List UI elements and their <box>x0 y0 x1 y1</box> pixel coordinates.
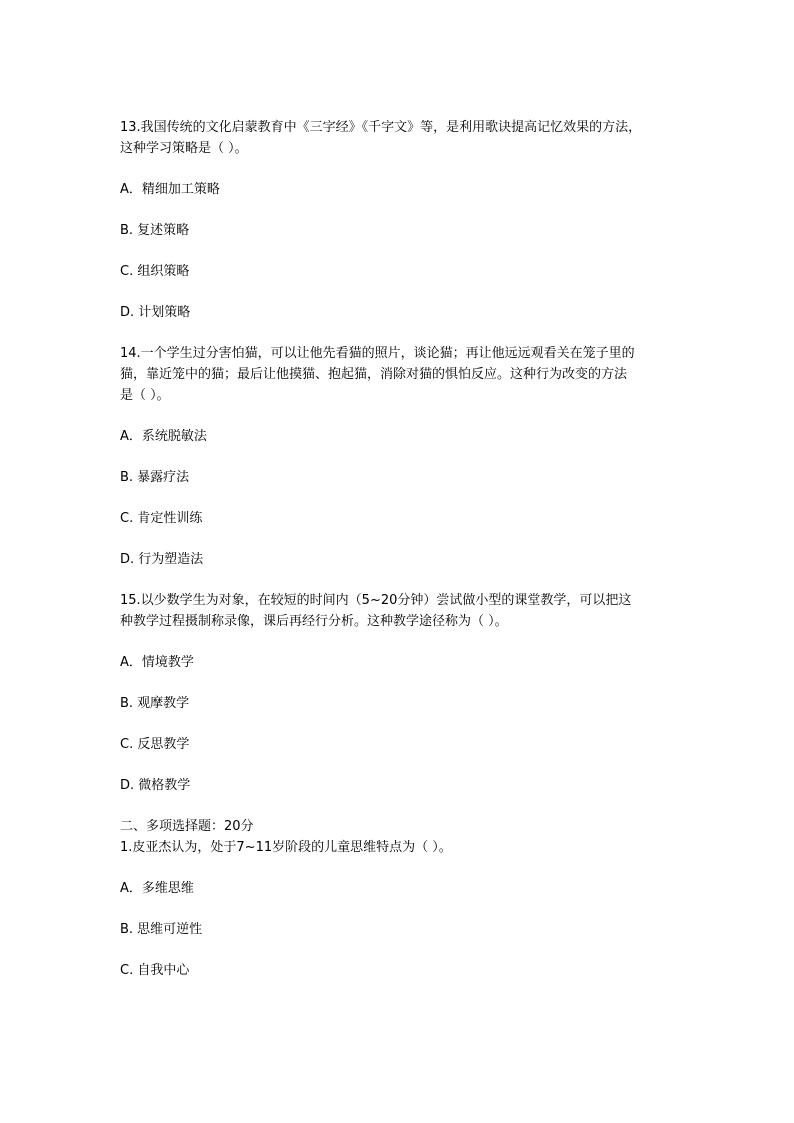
option-d: D. 计划策略 <box>120 305 191 320</box>
section-title: 二、多项选择题：20分 <box>120 819 254 834</box>
question-stem: 1.皮亚杰认为，处于7~11岁阶段的儿童思维特点为（ ）。 <box>120 840 452 855</box>
option-c: C. 肯定性训练 <box>120 511 203 526</box>
question-13 <box>120 117 680 323</box>
option-b: B. 观摩教学 <box>120 696 190 711</box>
question-stem <box>120 117 680 159</box>
stem-line: 是（ ）。 <box>120 388 170 403</box>
question-stem <box>120 343 680 406</box>
option-b: B. 思维可逆性 <box>120 922 203 937</box>
option-c: C. 反思教学 <box>120 737 190 752</box>
stem-line: 14.一个学生过分害怕猫，可以让他先看猫的照片，谈论猫；再让他远远观看关在笼子里的 <box>120 346 635 361</box>
question-stem <box>120 590 680 632</box>
question-14 <box>120 343 680 570</box>
stem-line: 猫，靠近笼中的猫；最后让他摸猫、抱起猫，消除对猫的惧怕反应。这种行为改变的方法 <box>120 367 628 382</box>
option-a: A．多维思维 <box>120 881 194 896</box>
option-d: D. 微格教学 <box>120 778 191 793</box>
option-b: B. 复述策略 <box>120 223 190 238</box>
multi-question-1 <box>120 837 680 981</box>
option-a: A．情境教学 <box>120 655 194 670</box>
question-15 <box>120 590 680 796</box>
option-b: B. 暴露疗法 <box>120 470 190 485</box>
option-c: C. 自我中心 <box>120 963 190 978</box>
document-page <box>120 117 680 1001</box>
stem-line: 种教学过程摄制称录像，课后再经行分析。这种教学途径称为（ ）。 <box>120 614 508 629</box>
stem-line: 这种学习策略是（ ）。 <box>120 141 248 156</box>
option-a: A．系统脱敏法 <box>120 429 207 444</box>
option-d: D. 行为塑造法 <box>120 552 204 567</box>
stem-line: 15.以少数学生为对象，在较短的时间内（5~20分钟）尝试做小型的课堂教学，可以把这 <box>120 593 632 608</box>
option-c: C. 组织策略 <box>120 264 190 279</box>
stem-line: 13.我国传统的文化启蒙教育中《三字经》《千字文》等，是利用歌诀提高记忆效果的方法， <box>120 120 642 135</box>
option-a: A．精细加工策略 <box>120 182 220 197</box>
